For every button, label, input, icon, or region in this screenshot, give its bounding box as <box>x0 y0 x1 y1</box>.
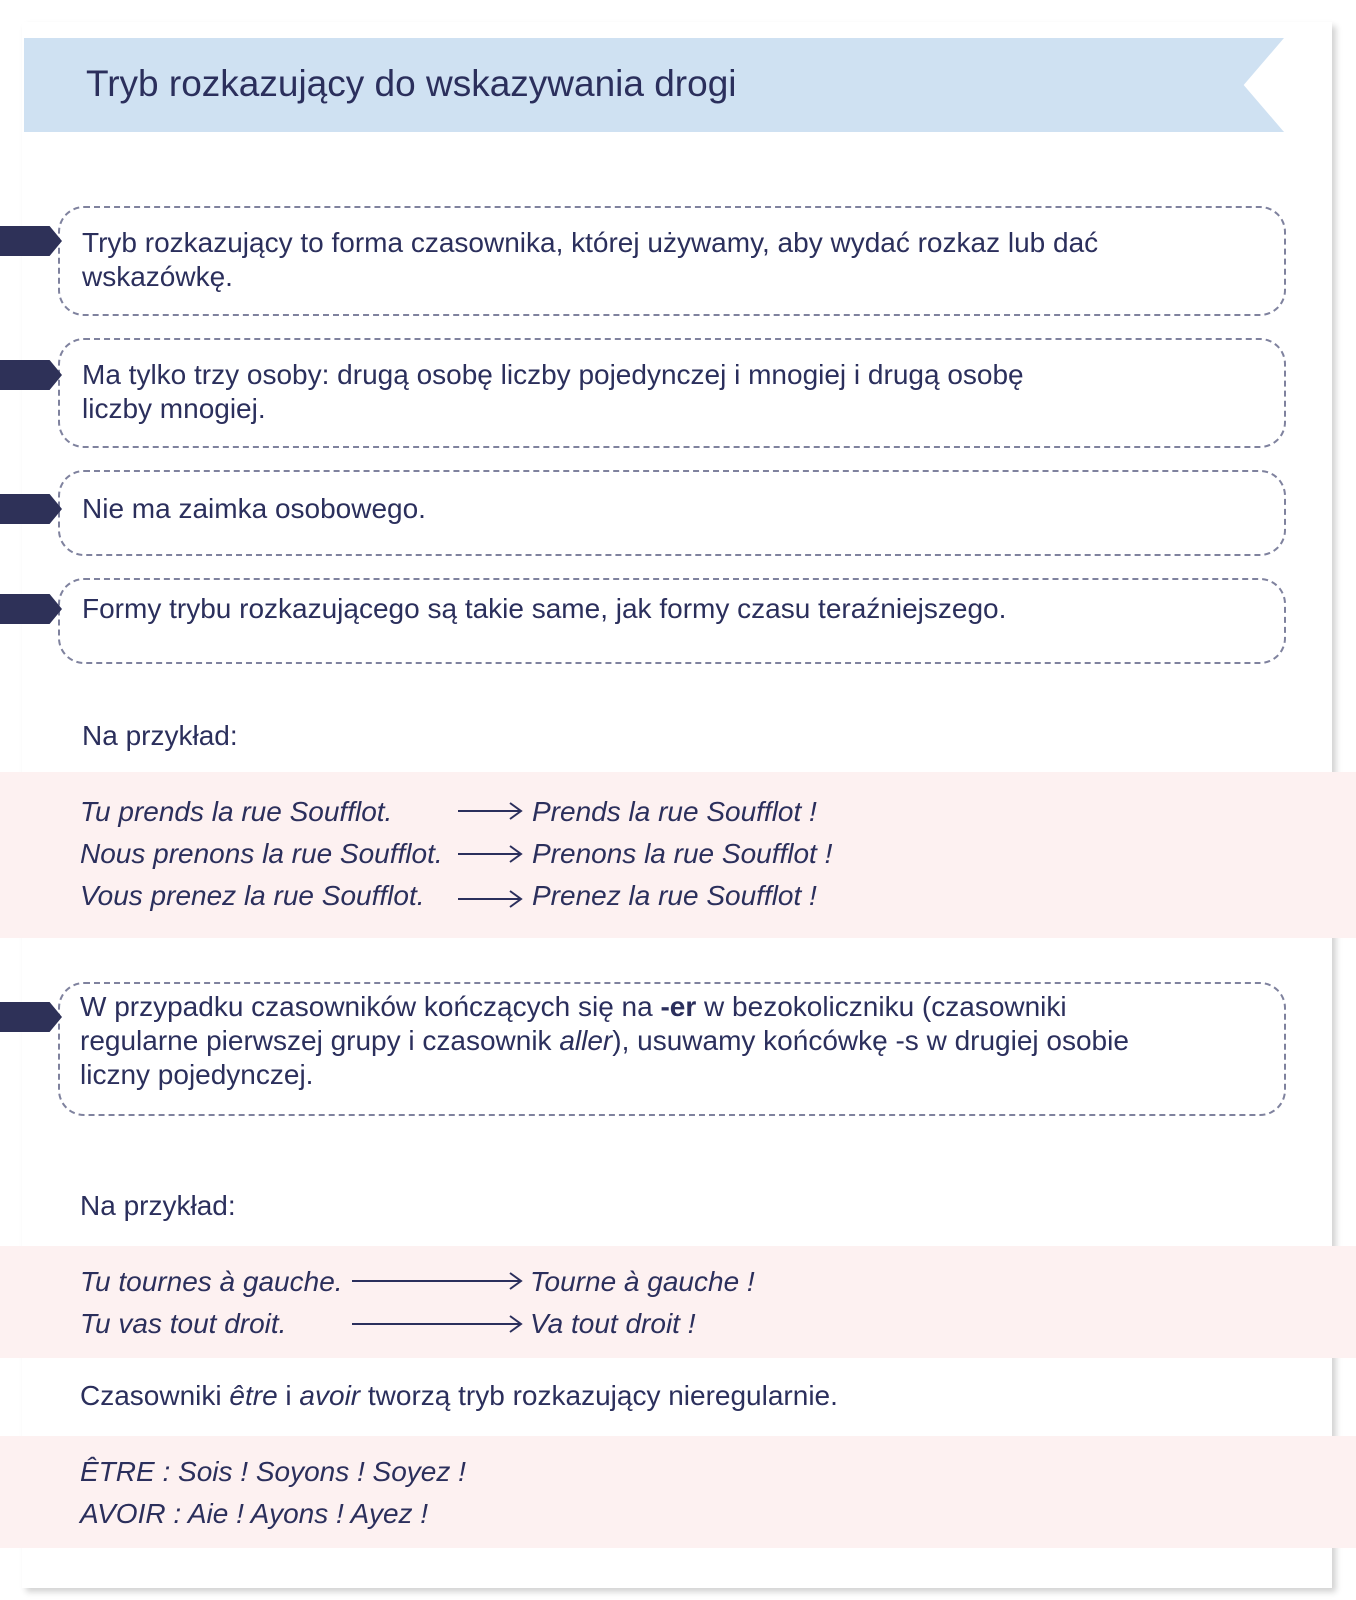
irregular-note <box>80 1380 838 1412</box>
arrow-right-icon <box>458 800 524 822</box>
example-to: Prends la rue Soufflot ! <box>532 796 817 827</box>
note-text-definition <box>82 226 1098 294</box>
arrow-right-icon <box>352 1270 524 1292</box>
arrow-right-icon <box>352 1313 524 1335</box>
irregular-text-part: Czasowniki <box>80 1380 230 1411</box>
irregular-verb-etre: être <box>229 1380 278 1411</box>
irregular-text-part: i <box>277 1380 300 1411</box>
bullet-arrow-icon <box>0 494 62 524</box>
example-label: Na przykład: <box>82 720 238 751</box>
example-from: Tu vas tout droit. <box>80 1308 287 1339</box>
note-text-part: regularne pierwszej grupy i czasownik <box>80 1025 560 1056</box>
page-title: Tryb rozkazujący do wskazywania drogi <box>86 63 737 104</box>
note-text-persons <box>82 358 1024 426</box>
example-from: Vous prenez la rue Soufflot. <box>80 880 425 911</box>
bullet-arrow-icon <box>0 1002 62 1032</box>
example-band <box>0 1246 1356 1358</box>
note-text-italic: aller <box>559 1025 613 1056</box>
note-text-er-verbs <box>80 990 1129 1092</box>
note-line: Ma tylko trzy osoby: drugą osobę liczby pojedynczej i mnogiej i drugą osobę <box>82 359 1024 390</box>
note-line: Tryb rozkazujący to forma czasownika, której używamy, aby wydać rozkaz lub dać <box>82 227 1099 258</box>
irregular-text-part: tworzą tryb rozkazujący nieregularnie. <box>360 1380 838 1411</box>
arrow-right-icon <box>458 888 524 910</box>
bullet-arrow-icon <box>0 226 62 256</box>
note-text-part: liczny pojedynczej. <box>80 1059 314 1090</box>
irregular-verb-avoir: avoir <box>299 1380 361 1411</box>
note-text-forms: Formy trybu rozkazującego są takie same, jak formy czasu teraźniejszego. <box>82 593 1007 624</box>
example-to: Va tout droit ! <box>530 1308 696 1339</box>
example-from: Nous prenons la rue Soufflot. <box>80 838 443 869</box>
example-to: Prenons la rue Soufflot ! <box>532 838 833 869</box>
example-label: Na przykład: <box>80 1190 236 1221</box>
example-from: Tu tournes à gauche. <box>80 1266 343 1297</box>
note-text-part: w bezokoliczniku (czasowniki <box>696 991 1067 1022</box>
irregular-form-etre: ÊTRE : Sois ! Soyons ! Soyez ! <box>80 1456 466 1487</box>
bullet-arrow-icon <box>0 360 62 390</box>
note-text-part: ), usuwamy końcówkę -s w drugiej osobie <box>612 1025 1129 1056</box>
arrow-right-icon <box>458 843 524 865</box>
note-text-bold: -er <box>660 991 697 1022</box>
note-text-pronoun: Nie ma zaimka osobowego. <box>82 493 426 524</box>
note-text-part: W przypadku czasowników kończących się na <box>80 991 661 1022</box>
note-line: wskazówkę. <box>82 261 233 292</box>
example-to: Tourne à gauche ! <box>530 1266 755 1297</box>
irregular-form-avoir: AVOIR : Aie ! Ayons ! Ayez ! <box>80 1498 429 1529</box>
example-from: Tu prends la rue Soufflot. <box>80 796 393 827</box>
example-to: Prenez la rue Soufflot ! <box>532 880 817 911</box>
note-line: liczby mnogiej. <box>82 393 266 424</box>
bullet-arrow-icon <box>0 594 62 624</box>
irregular-forms-band <box>0 1436 1356 1548</box>
